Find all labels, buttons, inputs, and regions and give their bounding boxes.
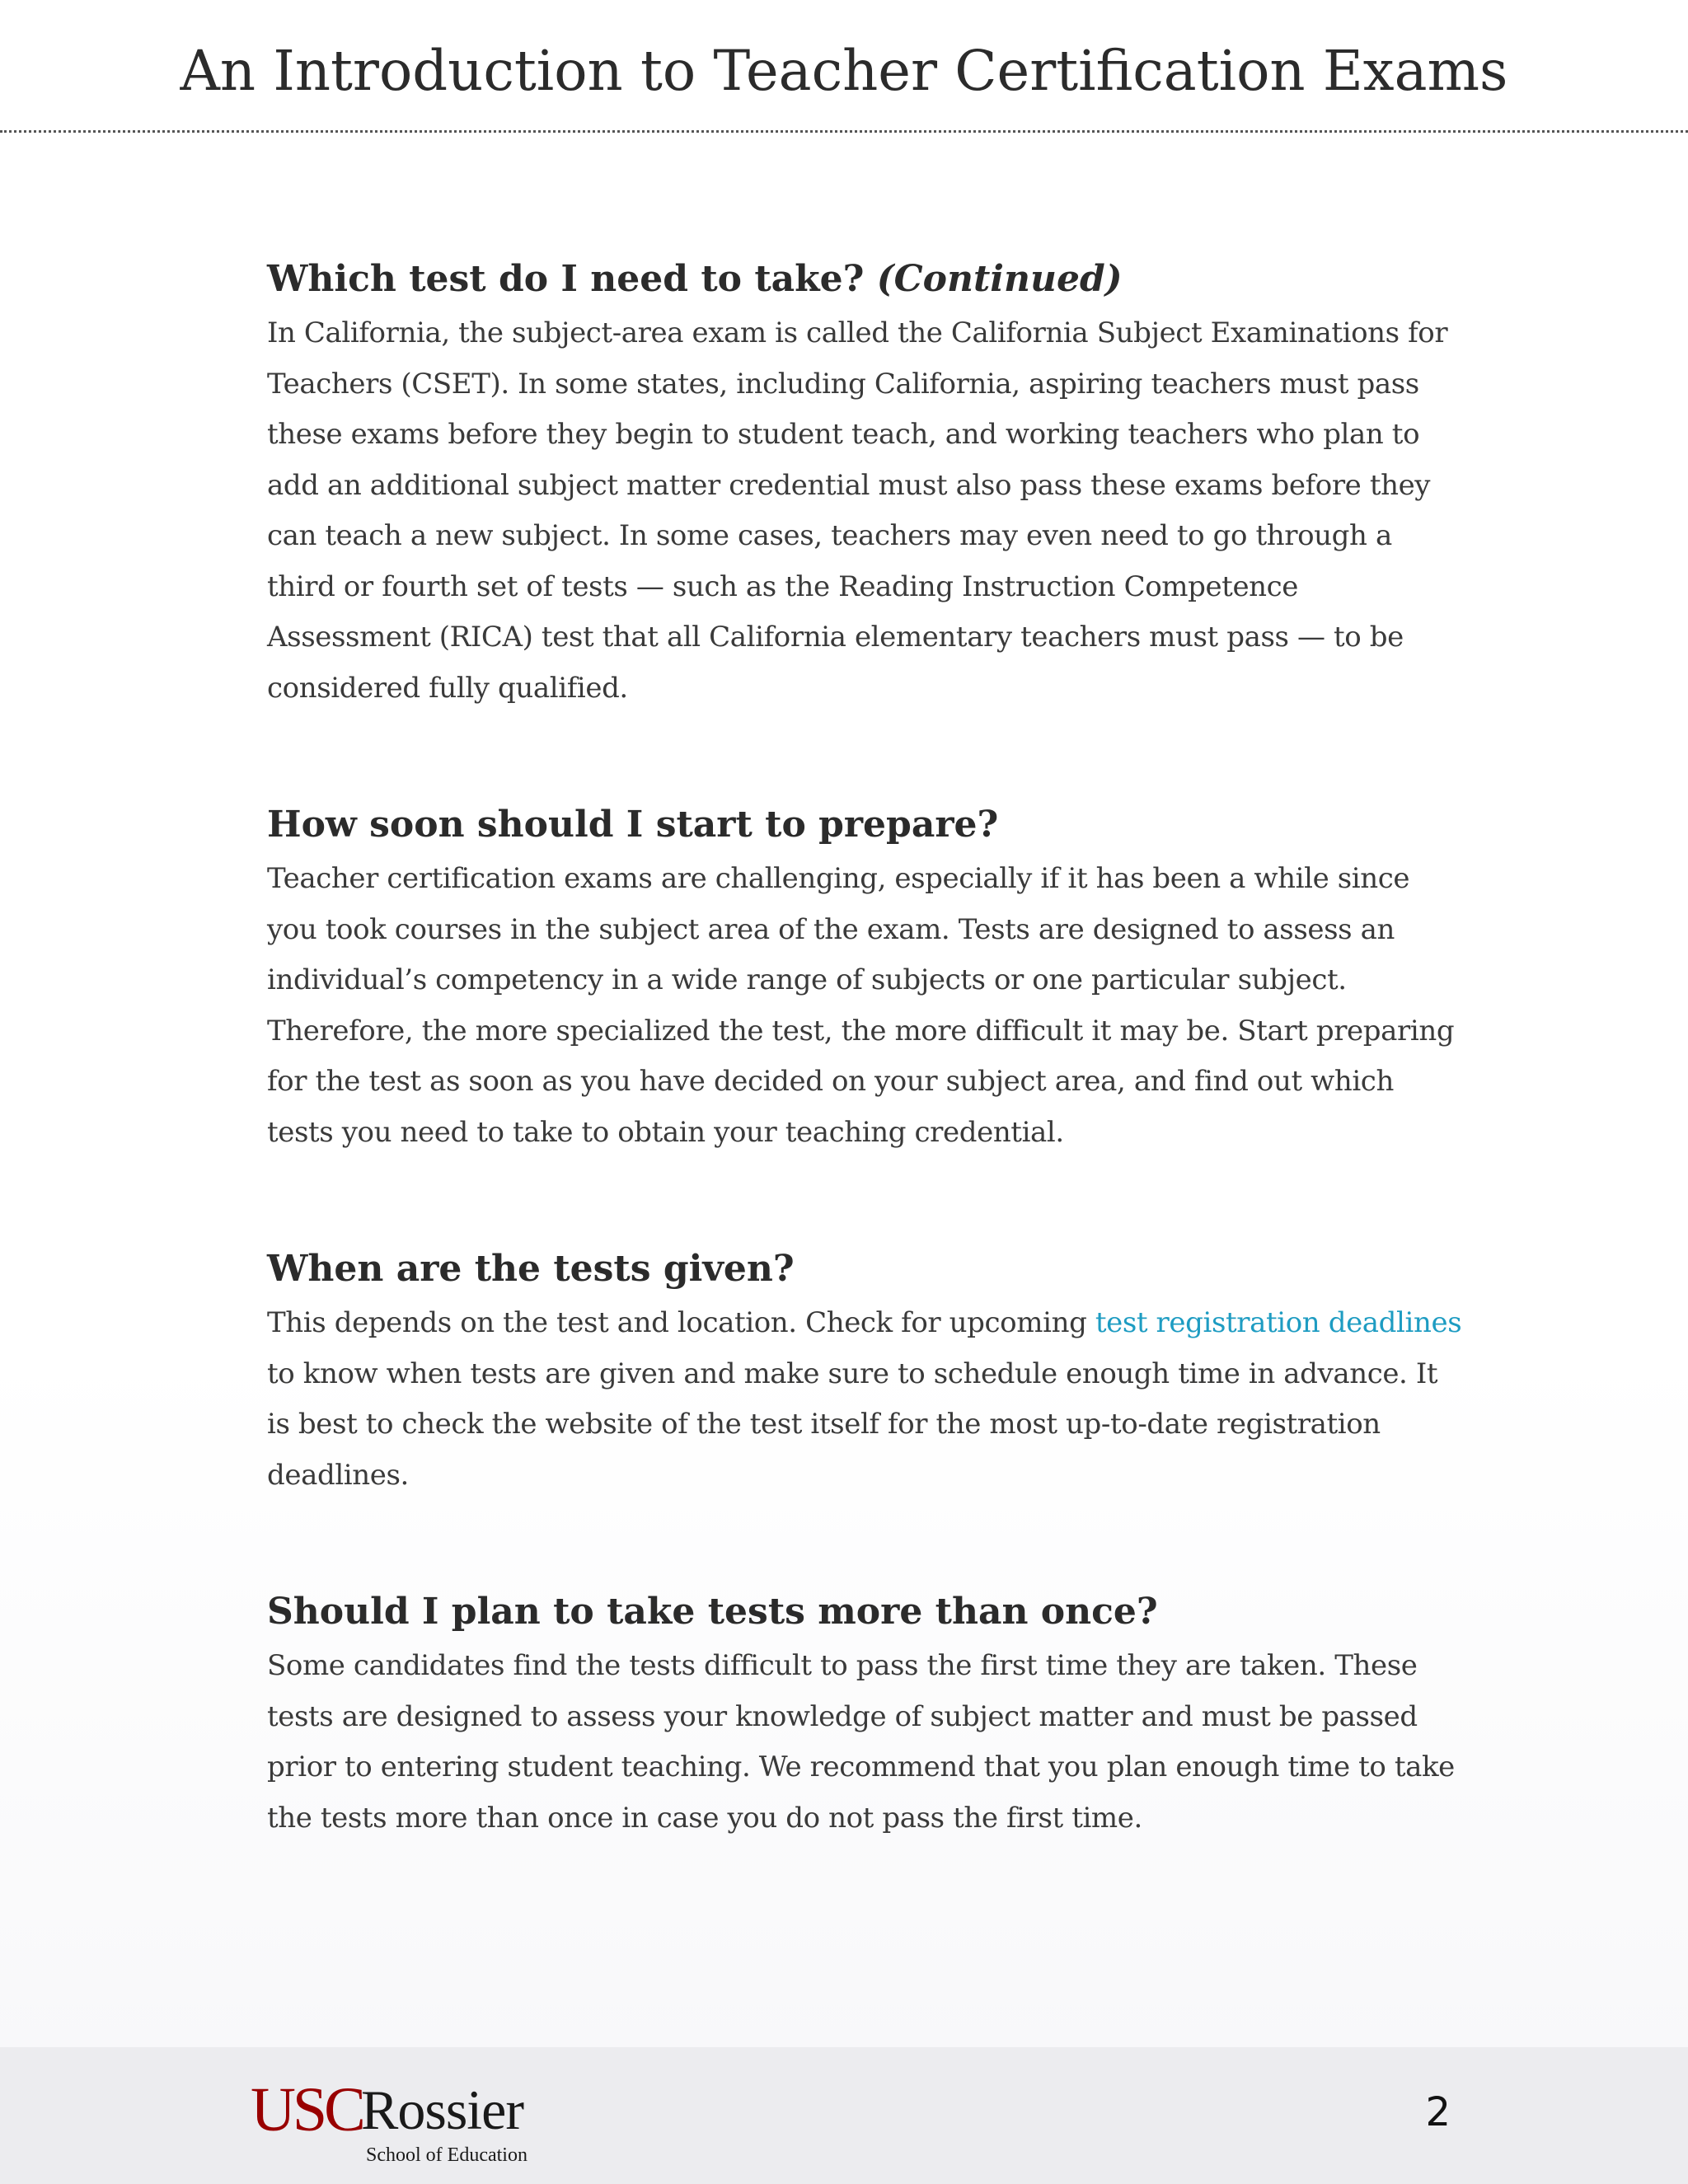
section-heading: Should I plan to take tests more than once? xyxy=(267,1591,1158,1633)
logo-rossier-text: Rossier xyxy=(361,2079,523,2141)
section-body-text: to know when tests are given and make sure to schedule enough time in advance. It is best to check the website of the test itself for the most up-to-date registration deadlines. xyxy=(267,1357,1438,1492)
section-body xyxy=(267,1298,1464,1501)
usc-rossier-logo xyxy=(251,2077,531,2176)
section-body: In California, the subject-area exam is called the California Subject Examinations for Teachers (CSET). In some states, including California, aspiring teachers must pass these exams before they begin to student teach, and working teachers who plan to add an additional subject matter credential must also pass these exams before they can teach a new subject. In some cases, teachers may even need to go through a third or fourth set of tests — such as the Reading Instruction Competence Assessment (RICA) test that all California elementary teachers must pass — to be considered fully qualified. xyxy=(267,316,1448,705)
main-content xyxy=(267,254,1464,1929)
page-title: An Introduction to Teacher Certification Exams xyxy=(180,39,1508,103)
section-how-soon xyxy=(267,799,1464,1158)
section-body: Teacher certification exams are challenging, especially if it has been a while since you took courses in the subject area of the exam. Tests are designed to assess an individual’s competency in a wide range of subjects or one particular subject. Therefore, the more specialized the test, the more difficult it may be. Start preparing for the test as soon as you have decided on your subject area, and find out which tests you need to take to obtain your teaching credential. xyxy=(267,862,1455,1149)
section-body-text: This depends on the test and location. Check for upcoming xyxy=(267,1306,1095,1339)
logo-usc-text: USC xyxy=(251,2075,363,2144)
section-heading: How soon should I start to prepare? xyxy=(267,804,999,846)
logo-school-text: School of Education xyxy=(366,2144,528,2166)
section-body: Some candidates find the tests difficult to pass the first time they are taken. These tests are designed to assess your knowledge of subject matter and must be passed prior to entering student teaching. We recommend that you plan enough time to take the tests more than once in case you do not pass the first time. xyxy=(267,1649,1455,1835)
section-heading-text: Which test do I need to take? xyxy=(267,258,865,300)
page-header xyxy=(0,0,1688,134)
section-which-test xyxy=(267,254,1464,714)
header-divider xyxy=(0,130,1688,133)
section-heading: When are the tests given? xyxy=(267,1248,795,1290)
continued-label: (Continued) xyxy=(876,258,1123,300)
page-number: 2 xyxy=(1425,2089,1451,2135)
page-footer xyxy=(0,2047,1688,2184)
section-take-more-than-once xyxy=(267,1586,1464,1844)
section-when-given xyxy=(267,1244,1464,1501)
test-registration-deadlines-link[interactable]: test registration deadlines xyxy=(1095,1306,1462,1339)
section-heading xyxy=(267,254,1464,305)
